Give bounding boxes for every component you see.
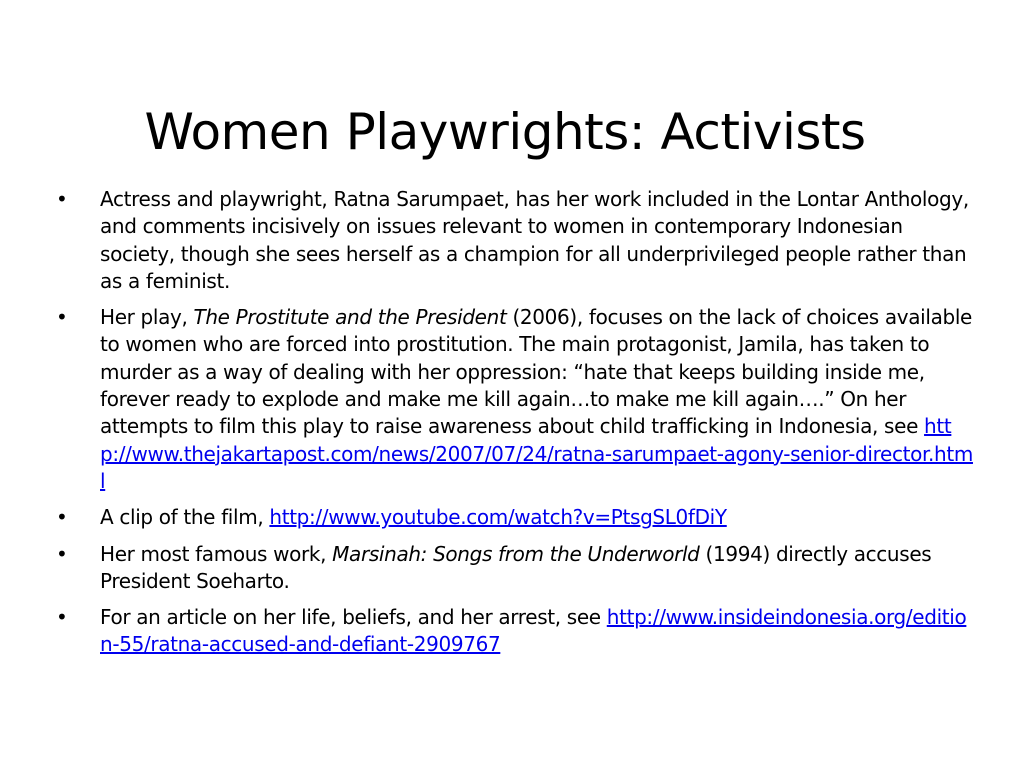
bullet-text-before: Her most famous work, — [100, 541, 333, 566]
jakartapost-link[interactable]: http://www.thejakartapost.com/news/2007/07/24/ratna-sarumpaet-agony-senior-director.html — [100, 414, 973, 493]
bullet-item-article — [56, 604, 976, 659]
youtube-link[interactable]: http://www.youtube.com/watch?v=PtsgSL0fDiY — [269, 505, 727, 530]
play-title-italic: The Prostitute and the President — [193, 305, 507, 330]
bullet-item-film-clip — [56, 504, 976, 531]
bullet-item-prostitute-play — [56, 304, 976, 495]
work-title-italic: Marsinah: Songs from the Underworld — [332, 541, 700, 566]
bullet-item-famous-work — [56, 541, 976, 596]
bullet-icon: • — [56, 187, 68, 211]
bullet-text-before: For an article on her life, beliefs, and her arrest, see — [100, 605, 607, 630]
bullet-text-before: Her play, — [100, 305, 194, 330]
bullet-icon: • — [56, 505, 68, 530]
slide-title: Women Playwrights: Activists — [144, 102, 866, 161]
bullet-text-after: (2006), focuses on the lack of choices available to women who are forced into prostitution. The main protagonist, Jamila, has taken to murder as a way of dealing with her oppression: “hate that keeps building inside me, forever ready to explode and make me kill again…to make me kill again….” On her attempts to film this play to raise awareness about child trafficking in Indonesia, see — [100, 305, 972, 439]
bullet-icon: • — [56, 605, 68, 630]
bullet-text-before: A clip of the film, — [100, 505, 270, 530]
bullet-list — [56, 186, 976, 668]
bullet-text: Actress and playwright, Ratna Sarumpaet, has her work included in the Lontar Anthology, and comments incisively on issues relevant to women in contemporary Indonesian society, though she sees herself as a champion for all underprivileged people rather than as a feminist. — [100, 187, 969, 293]
insideindonesia-link[interactable]: http://www.insideindonesia.org/edition-55/ratna-accused-and-defiant-2909767 — [100, 605, 967, 657]
bullet-text-after: (1994) directly accuses President Soeharto. — [100, 541, 932, 593]
bullet-icon: • — [56, 541, 68, 566]
bullet-icon: • — [56, 305, 68, 330]
bullet-item-ratna-intro — [56, 186, 976, 295]
